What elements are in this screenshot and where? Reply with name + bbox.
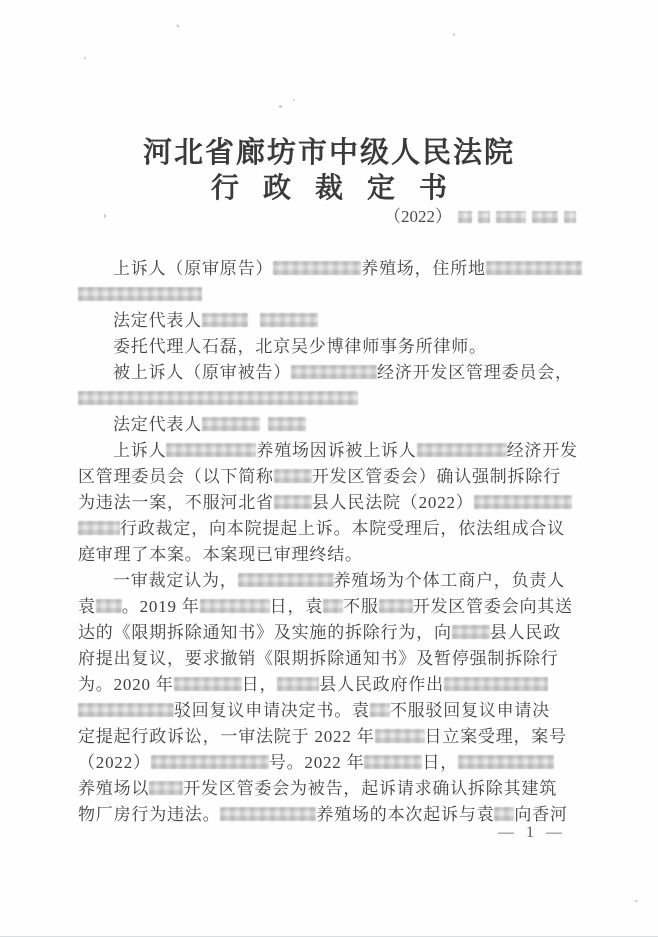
text-run: 日，	[422, 753, 459, 772]
text-run: 为违法一案，不服河北省	[78, 493, 274, 512]
text-run: 物厂房行为违法。	[78, 805, 221, 824]
redaction-block	[78, 521, 120, 535]
document-line	[78, 750, 580, 776]
text-run: 上诉人	[113, 441, 167, 460]
scan-speck	[84, 57, 86, 59]
document-line	[78, 412, 580, 438]
document-line	[78, 282, 580, 308]
text-run: 法定代表人	[113, 311, 202, 330]
document-line	[78, 386, 580, 412]
text-run: 委托代理人石磊，北京吴少博律师事务所律师。	[113, 337, 487, 356]
document-line	[78, 516, 580, 542]
case-number-line	[78, 202, 576, 227]
redaction-block	[78, 287, 202, 301]
redaction-block	[478, 211, 490, 223]
redaction-block	[78, 391, 358, 405]
redaction-block	[417, 443, 507, 457]
redaction-block	[444, 677, 548, 691]
text-run: 法定代表人	[113, 415, 202, 434]
text-run: 区管理委员会（以下简称	[78, 467, 274, 486]
text-run: 驳回复议申请决定书。袁	[174, 701, 370, 720]
text-run: 养殖场因诉被上诉人	[256, 441, 417, 460]
text-run: 向香河	[514, 805, 568, 824]
document-line	[78, 698, 580, 724]
document-type-title: 行政裁定书	[210, 173, 471, 204]
redaction-block	[274, 495, 312, 509]
text-run: 不服	[343, 597, 379, 616]
text-run: 行政裁定，向本院提起上诉。本院受理后，依法组成合议	[120, 519, 565, 538]
document-line	[78, 724, 580, 750]
text-run: 袁	[78, 597, 96, 616]
text-run: 开发区管委会）确认强制拆除行	[311, 467, 562, 486]
redaction-block	[238, 573, 334, 587]
redaction-block	[370, 703, 390, 717]
redaction-block	[375, 729, 425, 743]
page-number: — 1 —	[498, 824, 566, 841]
document-line	[78, 776, 580, 802]
text-run: 养殖场以	[78, 779, 150, 798]
redaction-block	[273, 261, 361, 275]
text-run: 经济开发区管理委员会，	[377, 363, 573, 382]
text-run: 开发区管委会向其送	[412, 597, 573, 616]
document-line	[78, 672, 580, 698]
text-run: 号。2022 年	[268, 753, 365, 772]
document-line	[78, 542, 580, 568]
scan-speck	[293, 99, 295, 101]
redaction-block	[151, 755, 269, 769]
redaction-block	[268, 417, 306, 431]
text-run: 定提起行政诉讼，一审法院于 2022 年	[78, 727, 375, 746]
redaction-block	[166, 443, 256, 457]
redaction-block	[452, 625, 490, 639]
text-run: 县人民政	[489, 623, 562, 642]
court-name-title: 河北省廊坊市中级人民法院	[142, 137, 515, 169]
text-run: 县人民法院（2022）	[311, 493, 474, 512]
scan-speck	[635, 900, 638, 902]
document-line	[78, 620, 580, 646]
text-run: 日，袁	[269, 597, 324, 616]
redaction-block	[149, 781, 183, 795]
redaction-block	[78, 703, 174, 717]
redaction-block	[494, 807, 514, 821]
redaction-block	[260, 313, 318, 327]
redaction-block	[364, 755, 422, 769]
text-run: 县人民政府作出	[319, 675, 444, 694]
text-run: 养殖场为个体工商户，负责人	[333, 571, 566, 590]
document-line	[78, 360, 580, 386]
redaction-block	[564, 211, 576, 223]
text-run: 庭审理了本案。本案现已审理终结。	[78, 545, 363, 564]
case-number-redactions	[452, 207, 576, 226]
document-line	[78, 594, 580, 620]
document-line	[78, 568, 580, 594]
text-run: 被上诉人（原审被告）	[113, 363, 291, 382]
case-number-prefix: （2022）	[384, 207, 452, 226]
document-line	[78, 646, 580, 672]
document-line	[78, 464, 580, 490]
text-run: 上诉人（原审原告）	[113, 259, 274, 278]
text-run: （2022）	[78, 753, 151, 772]
redaction-block	[202, 417, 260, 431]
spacer	[248, 325, 260, 326]
scan-speck	[104, 214, 106, 218]
text-run: 经济开发	[506, 441, 578, 460]
redaction-block	[202, 313, 248, 327]
redaction-block	[274, 469, 312, 483]
document-body	[78, 250, 580, 828]
redaction-block	[486, 261, 582, 275]
spacer	[260, 429, 268, 430]
text-run: 府提出复议，要求撤销《限期拆除通知书》及暂停强制拆除行	[78, 649, 559, 668]
redaction-block	[174, 677, 242, 691]
document-line	[78, 308, 580, 334]
text-run: 养殖场的本次起诉与袁	[316, 805, 495, 824]
text-run: 日立案受理，案号	[424, 727, 567, 746]
text-run: 为。2020 年	[78, 675, 174, 694]
redaction-block	[277, 677, 319, 691]
redaction-block	[474, 495, 572, 509]
text-run: 养殖场，住所地	[361, 259, 486, 278]
redaction-block	[458, 755, 554, 769]
text-run: 不服驳回复议申请决	[389, 701, 551, 720]
text-run: 达的《限期拆除通知书》及实施的拆除行为，向	[78, 623, 452, 642]
redaction-block	[291, 365, 377, 379]
redaction-block	[379, 599, 413, 613]
redaction-block	[532, 211, 558, 223]
redaction-block	[323, 599, 343, 613]
document-line	[78, 334, 580, 360]
text-run: 开发区管委会为被告，起诉请求确认拆除其建筑	[183, 779, 558, 798]
document-line	[78, 438, 580, 464]
redaction-block	[496, 211, 526, 223]
text-run: 。2019 年	[121, 597, 200, 616]
document-line	[78, 256, 580, 282]
scan-speck	[453, 33, 455, 36]
scan-speck	[279, 105, 282, 108]
scan-speck	[176, 24, 180, 28]
redaction-block	[220, 807, 316, 821]
document-line	[78, 490, 580, 516]
redaction-block	[200, 599, 270, 613]
redaction-block	[458, 211, 472, 223]
text-run: 一审裁定认为，	[113, 571, 238, 590]
redaction-block	[96, 599, 122, 613]
text-run: 日，	[241, 675, 278, 694]
